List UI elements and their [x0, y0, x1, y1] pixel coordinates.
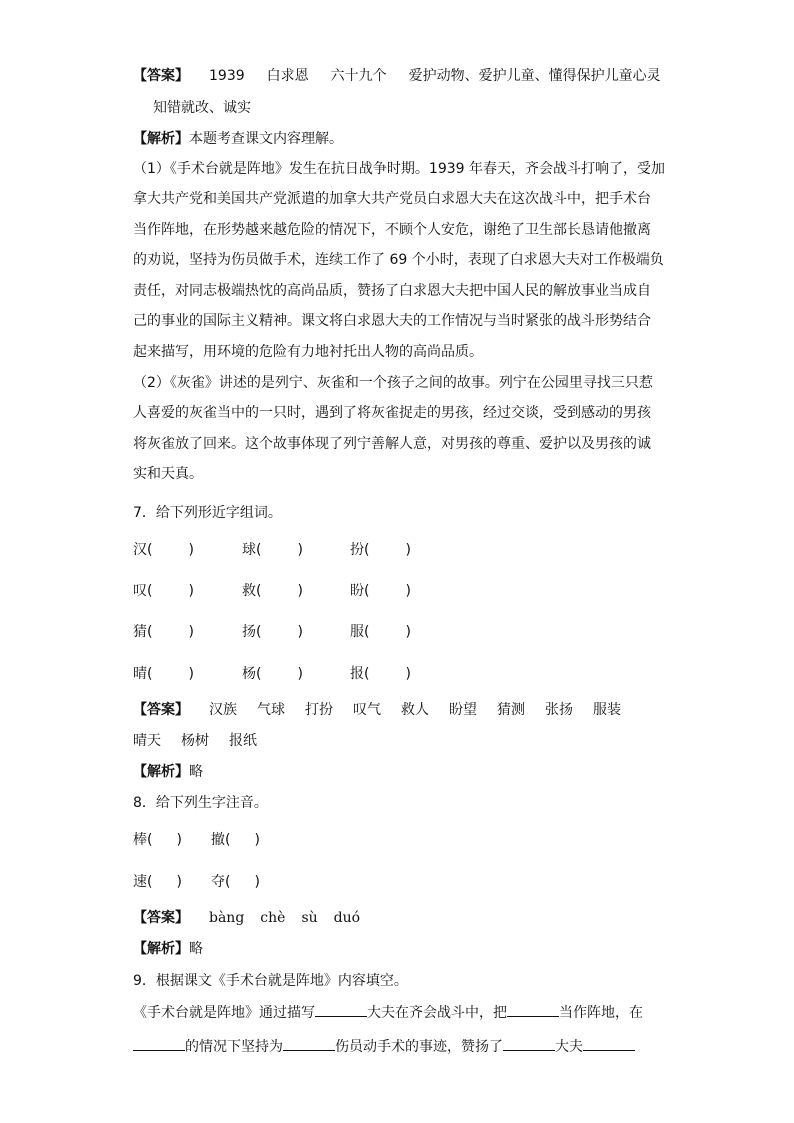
- answer-item: 气球: [257, 702, 285, 718]
- answer-blank[interactable]: [315, 1002, 367, 1017]
- paragraph-line: 拿大共产党和美国共产党派遣的加拿大共产党员白求恩大夫在这次战斗中，把手术台: [133, 191, 651, 207]
- q7-answer-line-2: [133, 731, 257, 751]
- analysis-text: 本题考查课文内容理解。: [189, 131, 343, 147]
- char-item: 叹( ): [133, 583, 194, 599]
- answer-item: 救人: [401, 702, 429, 718]
- answer-item: 爱护动物、爱护儿童、懂得保护儿童心灵: [408, 68, 661, 84]
- paragraph-line: （1）《手术台就是阵地》发生在抗日战争时期。1939 年春天，齐会战斗打响了，受加: [133, 161, 665, 177]
- analysis-label: 【解析】: [133, 941, 189, 957]
- question-title: 7．给下列形近字组词。: [133, 505, 282, 521]
- pinyin-item: duó: [333, 910, 361, 926]
- answer-item: 六十九个: [330, 68, 387, 84]
- answer-item: 晴天: [133, 733, 161, 749]
- paragraph-line: 己的事业的国际主义精神。课文将白求恩大夫的工作情况与当时紧张的战斗形势结合: [133, 313, 651, 329]
- analysis-label: 【解析】: [133, 131, 189, 147]
- fill-blank-line: 的情况下坚持为 伤员动手术的事迹，赞扬了 大夫: [133, 1036, 635, 1057]
- char-item: 球( ): [242, 542, 303, 558]
- char-item: 棒( ): [133, 832, 182, 848]
- pinyin-item: chè: [260, 910, 286, 926]
- char-item: 服( ): [350, 624, 411, 640]
- answer-item: 猜测: [497, 702, 525, 718]
- answer-item: 1939: [209, 68, 245, 84]
- q7-analysis-line: [133, 762, 203, 782]
- answer-item: 盼望: [449, 702, 477, 718]
- question-title: 8．给下列生字注音。: [133, 795, 268, 811]
- pinyin-item: bàng: [209, 910, 245, 926]
- question-title: 9．根据课文《手术台就是阵地》内容填空。: [133, 973, 408, 989]
- char-item: 扬( ): [242, 624, 303, 640]
- answer-item: 杨树: [181, 733, 209, 749]
- paragraph-line: 起来描写，用环境的危险有力地衬托出人物的高尚品质。: [133, 344, 483, 360]
- answer-item: 服装: [593, 702, 621, 718]
- answer-blank[interactable]: [507, 1002, 559, 1017]
- char-item: 汉( ): [133, 542, 194, 558]
- paragraph-line: （2）《灰雀》讲述的是列宁、灰雀和一个孩子之间的故事。列宁在公园里寻找三只惹: [133, 375, 653, 391]
- char-item: 猜( ): [133, 624, 194, 640]
- answer-blank[interactable]: [133, 1036, 185, 1051]
- char-item: 晴( ): [133, 666, 194, 682]
- answer-blank[interactable]: [503, 1036, 555, 1051]
- answer-item: 白求恩: [266, 68, 309, 84]
- q8-answer-line: [133, 908, 360, 928]
- analysis-label: 【解析】: [133, 764, 189, 780]
- char-item: 扮( ): [350, 542, 411, 558]
- paragraph-line: 当作阵地，在形势越来越危险的情况下，不顾个人安危，谢绝了卫生部长恳请他撤离: [133, 222, 651, 238]
- answer-item: 知错就改、诚实: [153, 100, 251, 116]
- q8-analysis-line: [133, 939, 203, 959]
- char-item: 撤( ): [211, 832, 260, 848]
- char-item: 救( ): [242, 583, 303, 599]
- pinyin-item: sù: [301, 910, 318, 926]
- q7-answer-line: [133, 700, 621, 720]
- answer-blank[interactable]: [583, 1036, 635, 1051]
- paragraph-line: 将灰雀放了回来。这个故事体现了列宁善解人意，对男孩的尊重、爱护以及男孩的诚: [133, 436, 651, 452]
- analysis-text: 略: [189, 941, 203, 957]
- char-item: 盼( ): [350, 583, 411, 599]
- answer-label: 【答案】: [133, 910, 189, 926]
- answer-item: 打扮: [305, 702, 333, 718]
- answer-label: 【答案】: [133, 68, 189, 84]
- q6-answer-line: [133, 66, 661, 86]
- paragraph-line: 责任，对同志极端热忱的高尚品质，赞扬了白求恩大夫把中国人民的解放事业当成自: [133, 283, 651, 299]
- char-item: 速( ): [133, 874, 182, 890]
- paragraph-line: 的劝说，坚持为伤员做手术，连续工作了 69 个小时，表现了白求恩大夫对工作极端负: [133, 252, 664, 268]
- answer-item: 报纸: [229, 733, 257, 749]
- answer-label: 【答案】: [133, 702, 189, 718]
- fill-blank-line: 《手术台就是阵地》通过描写 大夫在齐会战斗中，把 当作阵地，在: [133, 1002, 643, 1023]
- answer-item: 叹气: [353, 702, 381, 718]
- answer-item: 汉族: [209, 702, 237, 718]
- char-item: 杨( ): [242, 666, 303, 682]
- char-item: 报( ): [350, 666, 411, 682]
- answer-blank[interactable]: [283, 1036, 335, 1051]
- answer-item: 张扬: [545, 702, 573, 718]
- q6-analysis-line: [133, 129, 343, 149]
- analysis-text: 略: [189, 764, 203, 780]
- char-item: 夺( ): [211, 874, 260, 890]
- paragraph-line: 实和天真。: [133, 466, 203, 482]
- paragraph-line: 人喜爱的灰雀当中的一只时，遇到了将灰雀捉走的男孩，经过交谈，受到感动的男孩: [133, 405, 651, 421]
